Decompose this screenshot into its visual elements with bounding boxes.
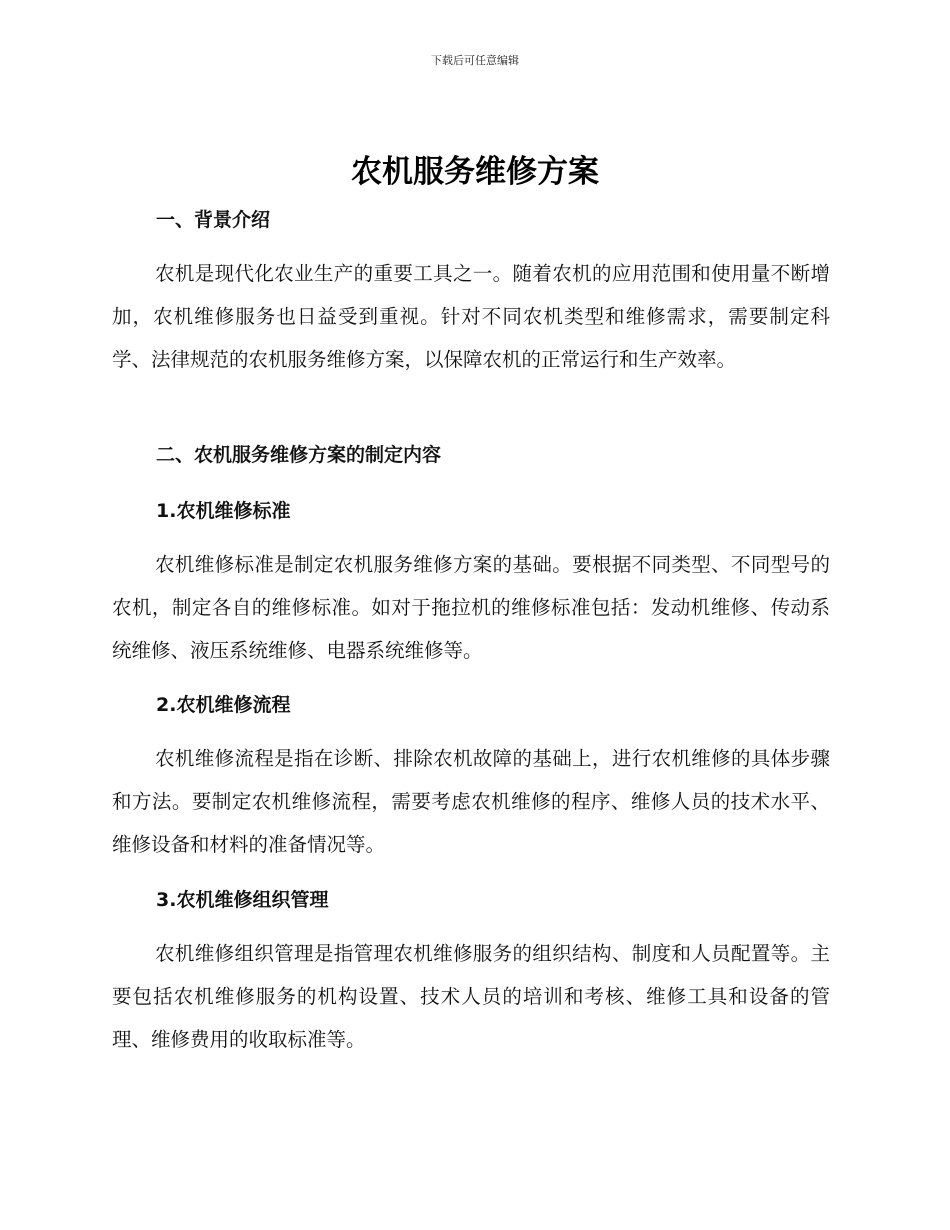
page-header: 下载后可任意编辑: [431, 54, 519, 67]
section-paragraph-background: 农机是现代化农业生产的重要工具之一。随着农机的应用范围和使用量不断增加，农机维修服务也日益受到重视。针对不同农机类型和维修需求，需要制定科学、法律规范的农机服务维修方案，以保障农机的正常运行和生产效率。: [112, 262, 830, 371]
document-title: 农机服务维修方案: [351, 154, 599, 190]
section-heading-repair-management: 3.农机维修组织管理: [156, 889, 329, 911]
section-heading-repair-standard: 1.农机维修标准: [156, 500, 291, 522]
section-heading-repair-process: 2.农机维修流程: [156, 694, 291, 716]
section-heading-background: 一、背景介绍: [156, 209, 271, 231]
section-heading-plan-content: 二、农机服务维修方案的制定内容: [156, 444, 442, 466]
section-paragraph-repair-process: 农机维修流程是指在诊断、排除农机故障的基础上，进行农机维修的具体步骤和方法。要制定农机维修流程，需要考虑农机维修的程序、维修人员的技术水平、维修设备和材料的准备情况等。: [112, 747, 830, 856]
section-paragraph-repair-management: 农机维修组织管理是指管理农机维修服务的组织结构、制度和人员配置等。主要包括农机维修服务的机构设置、技术人员的培训和考核、维修工具和设备的管理、维修费用的收取标准等。: [112, 942, 830, 1051]
section-paragraph-repair-standard: 农机维修标准是制定农机服务维修方案的基础。要根据不同类型、不同型号的农机，制定各自的维修标准。如对于拖拉机的维修标准包括：发动机维修、传动系统维修、液压系统维修、电器系统维修等。: [112, 553, 830, 662]
